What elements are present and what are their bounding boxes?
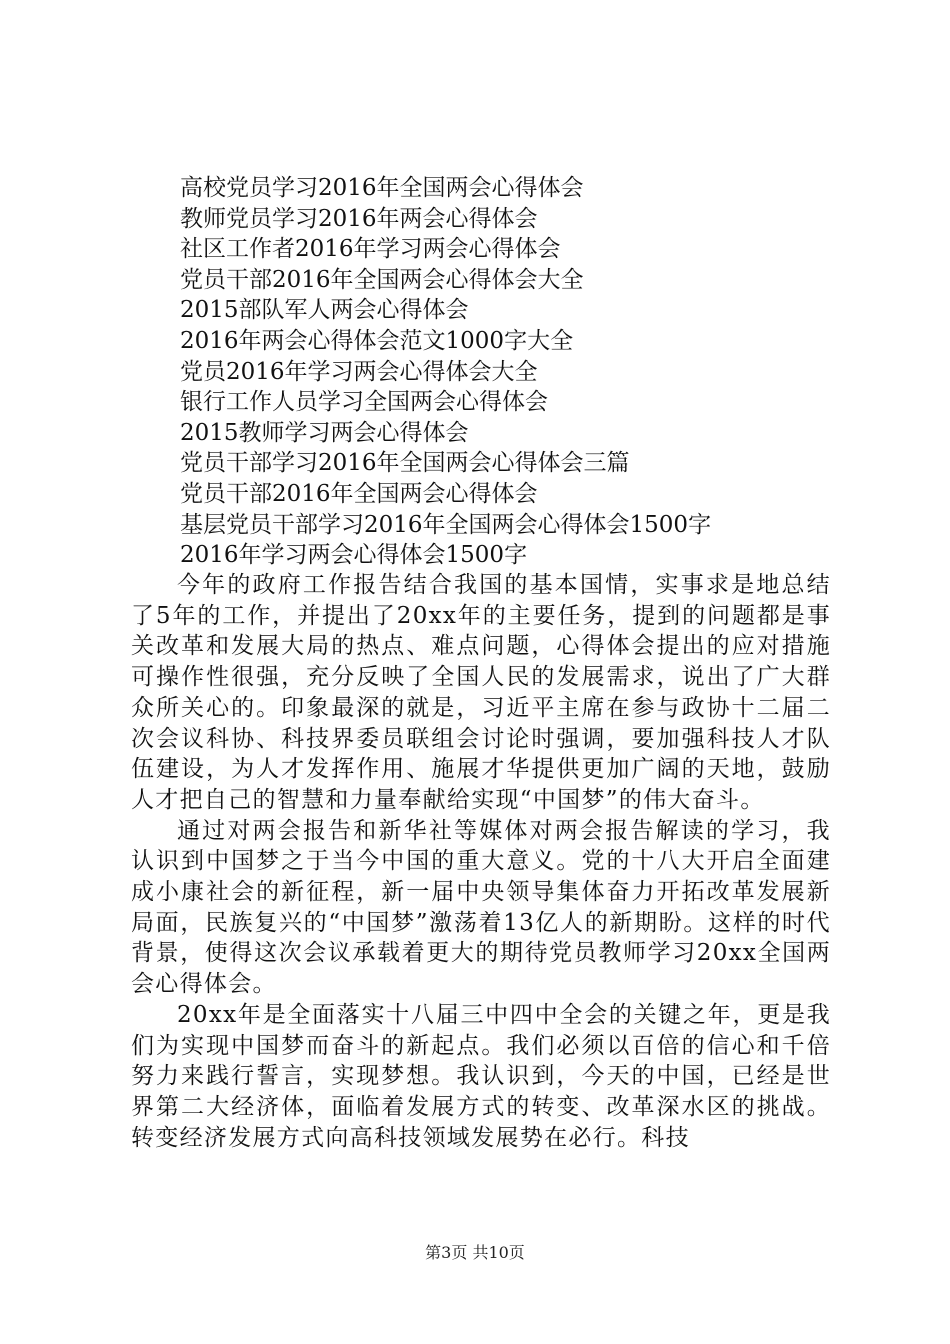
related-article-link[interactable]: 银行工作人员学习全国两会心得体会 bbox=[180, 389, 548, 416]
related-article-link[interactable]: 2015教师学习两会心得体会 bbox=[180, 419, 469, 446]
related-article-link[interactable]: 教师党员学习2016年两会心得体会 bbox=[180, 205, 538, 232]
body-paragraph: 20xx年是全面落实十八届三中四中全会的关键之年，更是我们为实现中国梦而奋斗的新起点。我们必须以百倍的信心和千倍努力来践行誓言，实现梦想。我认识到，今天的中国，已经是世界第二大经济体，面临着发展方式的转变、改革深水区的挑战。转变经济发展方式向高科技领域发展势在必行。科技 bbox=[131, 1001, 831, 1151]
related-article-link[interactable]: 高校党员学习2016年全国两会心得体会 bbox=[180, 175, 584, 201]
related-article-link[interactable]: 社区工作者2016年学习两会心得体会 bbox=[180, 236, 561, 263]
article-body bbox=[131, 570, 831, 1153]
related-article-link[interactable]: 2015部队军人两会心得体会 bbox=[180, 297, 469, 324]
related-articles-list bbox=[180, 173, 711, 571]
body-paragraph: 今年的政府工作报告结合我国的基本国情，实事求是地总结了5年的工作，并提出了20xx年的主要任务，提到的问题都是事关改革和发展大局的热点、难点问题，心得体会提出的应对措施可操作性很强，充分反映了全国人民的发展需求，说出了广大群众所关心的。印象最深的就是，习近平主席在参与政协十二届二次会议科协、科技界委员联组会讨论时强调，要加强科技人才队伍建设，为人才发挥作用、施展才华提供更加广阔的天地，鼓励人才把自己的智慧和力量奉献给实现“中国梦”的伟大奋斗。 bbox=[131, 572, 831, 813]
related-article-link[interactable]: 党员干部2016年全国两会心得体会大全 bbox=[180, 266, 584, 293]
related-article-link[interactable]: 党员干部学习2016年全国两会心得体会三篇 bbox=[180, 450, 630, 477]
related-article-link[interactable]: 2016年两会心得体会范文1000字大全 bbox=[180, 327, 574, 354]
related-article-link[interactable]: 基层党员干部学习2016年全国两会心得体会1500字 bbox=[180, 511, 712, 538]
related-article-link[interactable]: 2016年学习两会心得体会1500字 bbox=[180, 542, 528, 569]
related-article-link[interactable]: 党员2016年学习两会心得体会大全 bbox=[180, 358, 538, 385]
page-number-footer: 第3页 共10页 bbox=[425, 1243, 525, 1262]
body-paragraph: 通过对两会报告和新华社等媒体对两会报告解读的学习，我认识到中国梦之于当今中国的重大意义。党的十八大开启全面建成小康社会的新征程，新一届中央领导集体奋力开拓改革发展新局面，民族复兴的“中国梦”激荡着13亿人的新期盼。这样的时代背景，使得这次会议承载着更大的期待党员教师学习20xx全国两会心得体会。 bbox=[131, 817, 831, 998]
related-article-link[interactable]: 党员干部2016年全国两会心得体会 bbox=[180, 480, 538, 507]
